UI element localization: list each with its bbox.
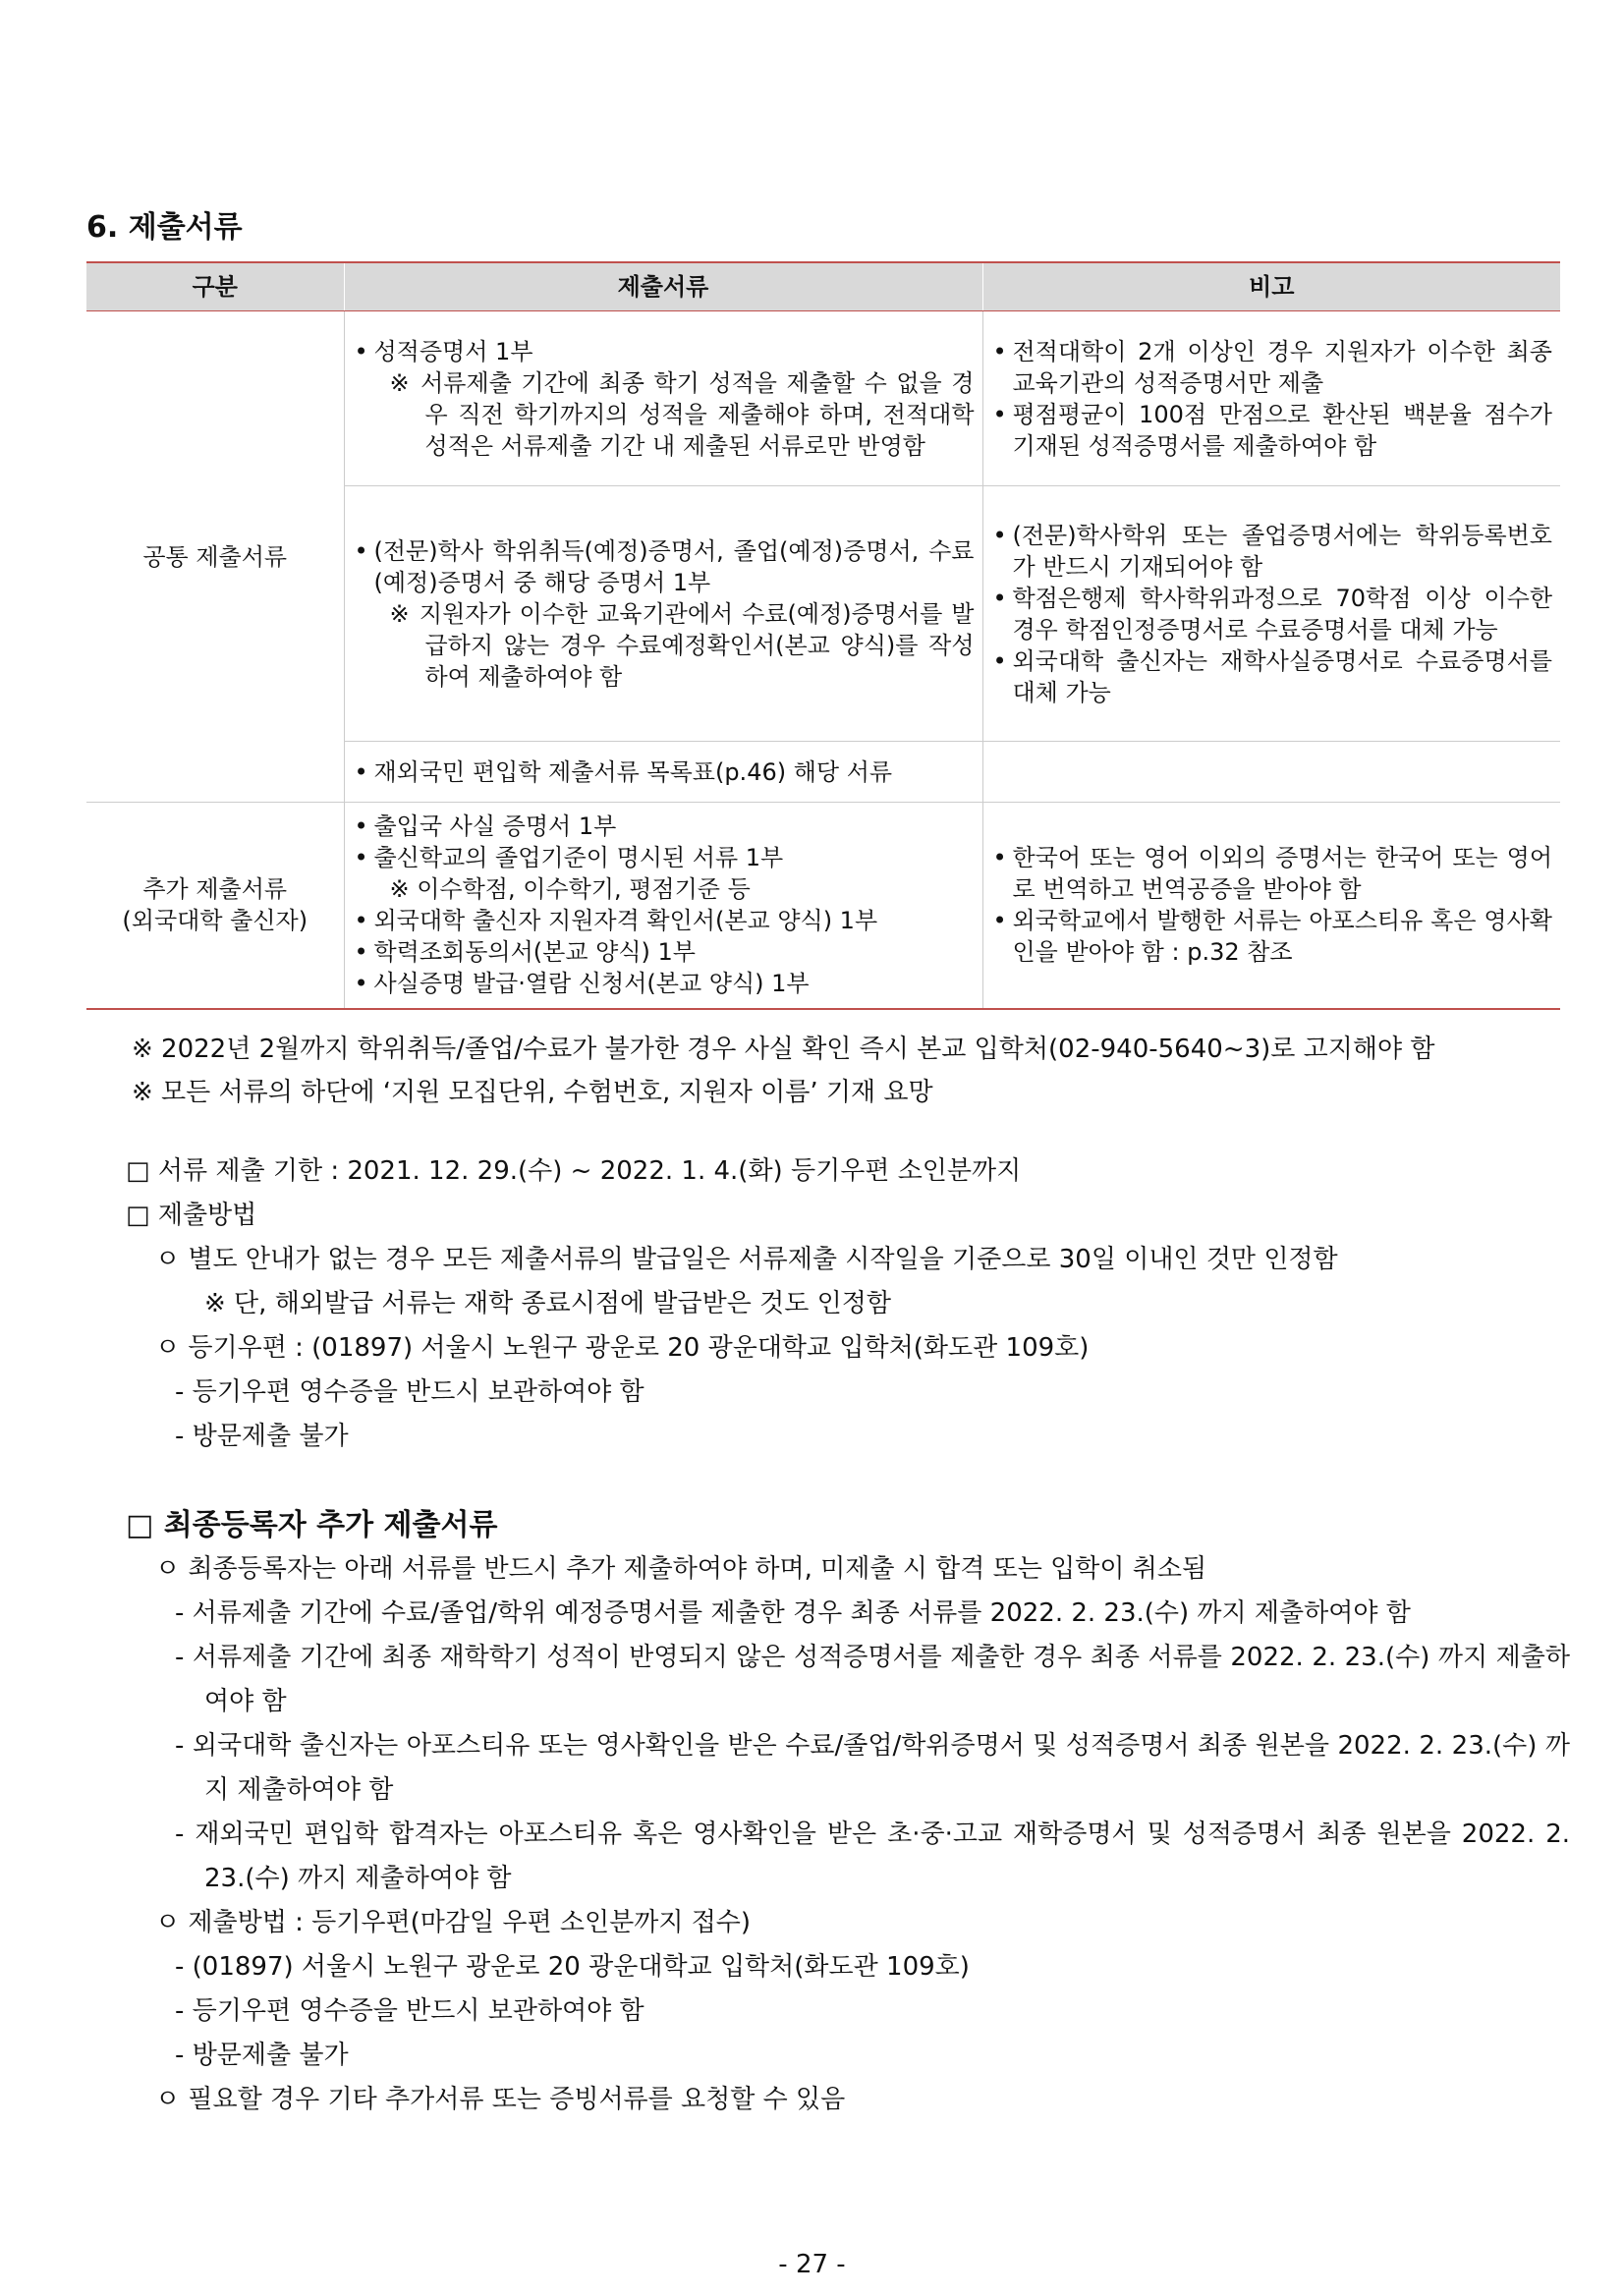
notes-cell — [982, 486, 1560, 742]
documents-table — [86, 261, 1560, 1010]
text-line: - 외국대학 출신자는 아포스티유 또는 영사확인을 받은 수료/졸업/학위증명서 및 성적증명서 최종 원본을 2022. 2. 23.(수) 까지 제출하여야 함 — [175, 1731, 1570, 1805]
text-line: ㅇ 최종등록자는 아래 서류를 반드시 추가 제출하여야 하며, 미제출 시 합격 또는 입학이 취소됨 — [155, 1554, 1207, 1584]
bullet-item: • 외국대학 출신자 지원자격 확인서(본교 양식) 1부 — [355, 905, 975, 936]
text-line: - 방문제출 불가 — [175, 2041, 349, 2070]
text-line: ㅇ 필요할 경우 기타 추가서류 또는 증빙서류를 요청할 수 있음 — [155, 2085, 846, 2114]
docs-cell — [344, 311, 982, 486]
text-line: ㅇ 등기우편 : (01897) 서울시 노원구 광운로 20 광운대학교 입학처(화도관 109호) — [155, 1333, 1090, 1363]
docs-cell — [344, 803, 982, 1009]
table-row — [86, 803, 1560, 1009]
final-section-title: □ 최종등록자 추가 제출서류 — [126, 1508, 498, 1542]
bullet-item: • 외국대학 출신자는 재학사실증명서로 수료증명서를 대체 가능 — [993, 645, 1553, 708]
bullet-item: • 성적증명서 1부 — [355, 336, 975, 367]
notice-line: ※ 모든 서류의 하단에 ‘지원 모집단위, 수험번호, 지원자 이름’ 기재 요망 — [132, 1078, 933, 1107]
final-registrant-section — [126, 1503, 1570, 2122]
notice-block — [132, 1028, 1566, 1114]
table-row — [86, 311, 1560, 486]
section-title: 6. 제출서류 — [86, 210, 243, 245]
bullet-item: • 사실증명 발급·열람 신청서(본교 양식) 1부 — [355, 968, 975, 999]
text-line: □ 서류 제출 기한 : 2021. 12. 29.(수) ~ 2022. 1. 4.(화) 등기우편 소인분까지 — [126, 1156, 1022, 1186]
bullet-item: • 출신학교의 졸업기준이 명시된 서류 1부 — [355, 842, 975, 873]
text-line: - 서류제출 기간에 최종 재학학기 성적이 반영되지 않은 성적증명서를 제출한 경우 최종 서류를 2022. 2. 23.(수) 까지 제출하여야 함 — [175, 1643, 1570, 1716]
text-line: - (01897) 서울시 노원구 광운로 20 광운대학교 입학처(화도관 109호) — [175, 1952, 970, 1982]
text-line: □ 제출방법 — [126, 1201, 257, 1230]
docs-cell — [344, 742, 982, 803]
bullet-item: • 출입국 사실 증명서 1부 — [355, 811, 975, 842]
notes-cell — [982, 311, 1560, 486]
text-line: - 방문제출 불가 — [175, 1422, 349, 1451]
bullet-item: • 전적대학이 2개 이상인 경우 지원자가 이수한 최종 교육기관의 성적증명서만 제출 — [993, 336, 1553, 399]
bullet-item: • 평점평균이 100점 만점으로 환산된 백분율 점수가 기재된 성적증명서를 제출하여야 함 — [993, 399, 1553, 462]
category-extra-line1: 추가 제출서류 — [142, 875, 288, 904]
header-category: 구분 — [86, 262, 344, 311]
text-line: ㅇ 별도 안내가 없는 경우 모든 제출서류의 발급일은 서류제출 시작일을 기준으로 30일 이내인 것만 인정함 — [155, 1245, 1338, 1274]
table-header-row — [86, 262, 1560, 311]
submission-section — [126, 1149, 1570, 1459]
header-remarks: 비고 — [982, 262, 1560, 311]
bullet-item: • (전문)학사 학위취득(예정)증명서, 졸업(예정)증명서, 수료(예정)증명서 중 해당 증명서 1부 — [355, 535, 975, 598]
header-documents: 제출서류 — [344, 262, 982, 311]
category-common: 공통 제출서류 — [86, 311, 344, 803]
notes-cell — [982, 742, 1560, 803]
notes-cell — [982, 803, 1560, 1009]
bullet-item: • 외국학교에서 발행한 서류는 아포스티유 혹은 영사확인을 받아야 함 : p.32 참조 — [993, 905, 1553, 968]
bullet-item: • 학력조회동의서(본교 양식) 1부 — [355, 936, 975, 968]
category-extra-line2: (외국대학 출신자) — [122, 907, 308, 935]
text-line: ※ 단, 해외발급 서류는 재학 종료시점에 발급받은 것도 인정함 — [204, 1289, 891, 1318]
text-line: - 재외국민 편입학 합격자는 아포스티유 혹은 영사확인을 받은 초·중·고교 재학증명서 및 성적증명서 최종 원본을 2022. 2. 23.(수) 까지 제출하여야 함 — [175, 1820, 1570, 1893]
bullet-item: • 재외국민 편입학 제출서류 목록표(p.46) 해당 서류 — [355, 756, 975, 788]
bullet-item: • (전문)학사학위 또는 졸업증명서에는 학위등록번호가 반드시 기재되어야 함 — [993, 520, 1553, 583]
text-line: - 서류제출 기간에 수료/졸업/학위 예정증명서를 제출한 경우 최종 서류를 2022. 2. 23.(수) 까지 제출하여야 함 — [175, 1598, 1411, 1628]
note-item: ※ 이수학점, 이수학기, 평점기준 등 — [389, 875, 751, 904]
text-line: ㅇ 제출방법 : 등기우편(마감일 우편 소인분까지 접수) — [155, 1908, 752, 1937]
docs-cell — [344, 486, 982, 742]
category-extra — [86, 803, 344, 1009]
text-line: - 등기우편 영수증을 반드시 보관하여야 함 — [175, 1377, 644, 1407]
page-number: - 27 - — [778, 2250, 846, 2279]
text-line: - 등기우편 영수증을 반드시 보관하여야 함 — [175, 1996, 644, 2026]
bullet-item: • 학점은행제 학사학위과정으로 70학점 이상 이수한 경우 학점인정증명서로 수료증명서를 대체 가능 — [993, 583, 1553, 645]
document-page — [86, 0, 1570, 2296]
bullet-item: • 한국어 또는 영어 이외의 증명서는 한국어 또는 영어로 번역하고 번역공증을 받아야 함 — [993, 842, 1553, 905]
note-item: ※ 지원자가 이수한 교육기관에서 수료(예정)증명서를 발급하지 않는 경우 수료예정확인서(본교 양식)를 작성하여 제출하여야 함 — [389, 599, 975, 691]
note-item: ※ 서류제출 기간에 최종 학기 성적을 제출할 수 없을 경우 직전 학기까지의 성적을 제출해야 하며, 전적대학 성적은 서류제출 기간 내 제출된 서류로만 반영함 — [389, 368, 975, 460]
notice-line: ※ 2022년 2월까지 학위취득/졸업/수료가 불가한 경우 사실 확인 즉시 본교 입학처(02-940-5640~3)로 고지해야 함 — [132, 1035, 1435, 1064]
